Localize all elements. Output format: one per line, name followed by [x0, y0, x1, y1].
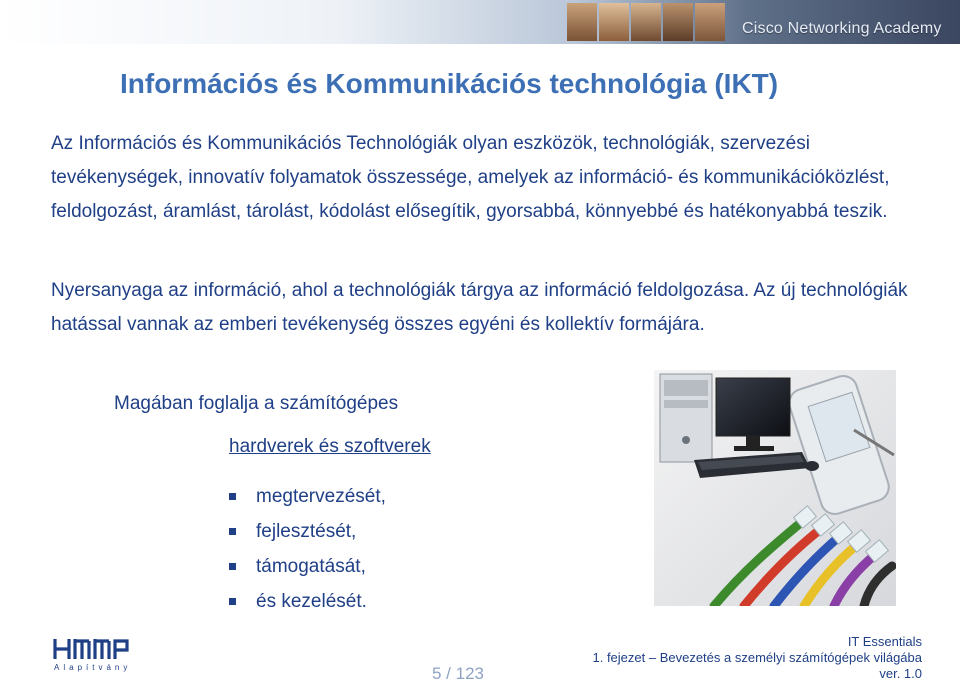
pc-tower-icon [660, 374, 712, 462]
bullet-icon [229, 493, 236, 500]
banner-photo [631, 3, 661, 41]
list-item-label: fejlesztését, [256, 521, 357, 542]
ict-illustration [654, 370, 896, 606]
foundation-label: Alapítvány [54, 663, 132, 672]
raw-material-paragraph: Nyersanyaga az információ, ahol a technológiák tárgya az információ feldolgozása. Az új technológiák hatással vannak az emberi tevékenység összes egyéni és kollektív formájára. [51, 280, 908, 335]
version-label: ver. 1.0 [879, 666, 922, 681]
list-item-label: megtervezését, [256, 486, 386, 507]
list-item [229, 587, 386, 622]
hardware-software-link[interactable]: hardverek és szoftverek [229, 436, 431, 457]
banner-photo [663, 3, 693, 41]
course-name: IT Essentials [847, 634, 922, 649]
top-banner [0, 0, 960, 44]
activity-list [229, 482, 386, 622]
list-item [229, 482, 386, 517]
list-item [229, 552, 386, 587]
list-item-label: és kezelését. [256, 591, 367, 612]
includes-subheading: Magában foglalja a számítógépes [114, 393, 399, 414]
hmp-logo [52, 637, 130, 661]
slide-title: Információs és Kommunikációs technológia (IKT) [120, 68, 779, 99]
banner-photo [695, 3, 725, 41]
banner-photo [599, 3, 629, 41]
mouse-icon [805, 461, 819, 471]
bullet-icon [229, 528, 236, 535]
cisco-academy-logo: Cisco Networking Academy [742, 20, 942, 37]
bullet-icon [229, 563, 236, 570]
bullet-icon [229, 598, 236, 605]
chapter-title: 1. fejezet – Bevezetés a személyi számítógépek világába [592, 650, 922, 665]
list-item-label: támogatását, [256, 556, 366, 577]
banner-photo [567, 3, 597, 41]
banner-photo-strip [567, 3, 725, 41]
page-number: 5 / 123 [432, 664, 484, 683]
definition-paragraph: Az Információs és Kommunikációs Technológiák olyan eszközök, technológiák, szervezési tevékenységek, innovatív folyamatok összessége, amelyek az információ- és kommunikációközlést, feldolgozást, áramlást, tárolást, kódolást elősegítik, gyorsabbá, könnyebbé és hatékonyabbá teszik. [51, 133, 890, 222]
list-item [229, 517, 386, 552]
